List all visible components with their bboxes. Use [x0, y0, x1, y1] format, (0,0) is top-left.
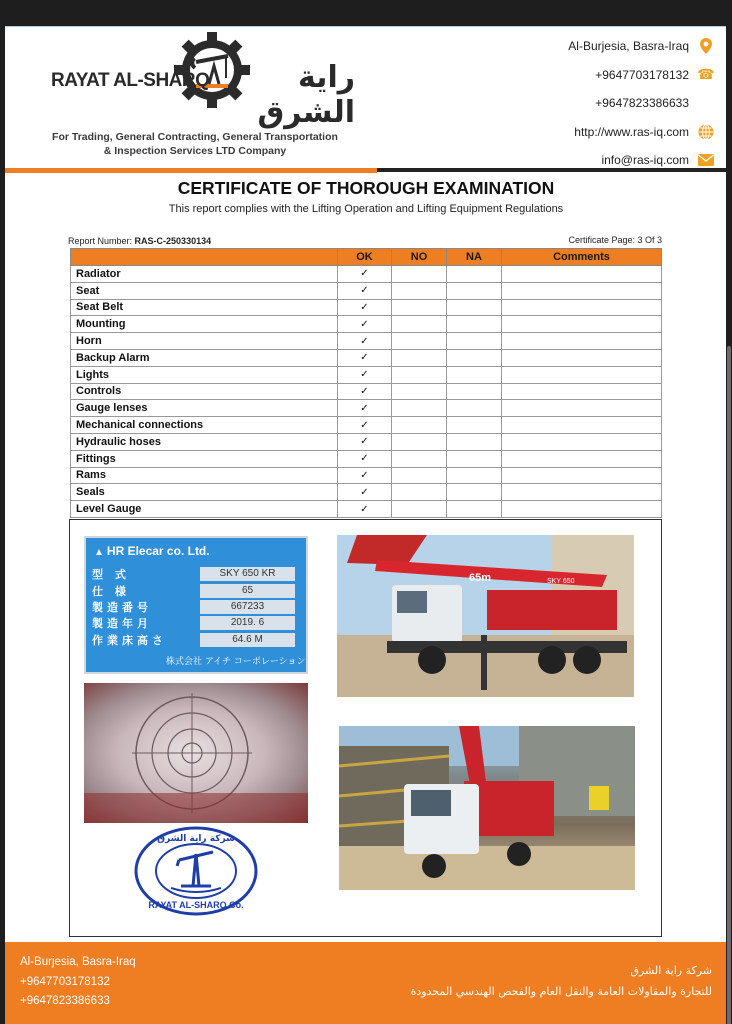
nameplate-value: 65	[200, 584, 295, 598]
certificate-page-number: Certificate Page: 3 Of 3	[568, 235, 662, 245]
header-rule-orange	[5, 168, 377, 173]
nameplate-row	[92, 632, 302, 648]
nameplate-row	[92, 615, 302, 631]
report-number-label: Report Number:	[68, 236, 133, 246]
comments-cell	[502, 333, 662, 350]
ok-cell: ✓	[338, 484, 392, 501]
checklist-item-label: Seat	[71, 282, 338, 299]
checklist-item-label: Fittings	[71, 450, 338, 467]
boom-label: 65m	[469, 572, 492, 584]
table-row	[71, 467, 662, 484]
boom-truck-photo-1	[337, 535, 634, 697]
logo-text-english: RAYAT AL-SHARQ	[51, 70, 210, 91]
no-cell	[392, 299, 447, 316]
no-cell	[392, 349, 447, 366]
table-row	[71, 316, 662, 333]
address-text: Al-Burjesia, Basra-Iraq	[568, 39, 689, 54]
no-cell	[392, 383, 447, 400]
table-row	[71, 349, 662, 366]
table-header-row	[71, 249, 662, 266]
footer-services-ar: للتجارة والمقاولات العامة والنقل العام والفحص الهندسي المحدودة	[410, 985, 712, 998]
ok-cell: ✓	[338, 501, 392, 518]
no-cell	[392, 266, 447, 283]
na-cell	[447, 333, 502, 350]
contact-website[interactable]	[474, 118, 714, 147]
checklist-item-label: Backup Alarm	[71, 349, 338, 366]
table-row	[71, 400, 662, 417]
col-header-ok: OK	[338, 249, 392, 266]
na-cell	[447, 282, 502, 299]
nameplate-value: SKY 650 KR	[200, 567, 295, 581]
table-row	[71, 501, 662, 518]
document-subtitle: This report complies with the Lifting Operation and Lifting Equipment Regulations	[168, 203, 564, 215]
comments-cell	[502, 484, 662, 501]
na-cell	[447, 366, 502, 383]
footer-company-name-ar: شركة راية الشرق	[630, 964, 712, 977]
viewer-top-bar	[0, 0, 732, 26]
checklist-item-label: Mechanical connections	[71, 417, 338, 434]
contact-phone-1[interactable]	[474, 61, 714, 90]
comments-cell	[502, 316, 662, 333]
email-link[interactable]: info@ras-iq.com	[601, 153, 689, 168]
comments-cell	[502, 400, 662, 417]
table-row	[71, 383, 662, 400]
no-cell	[392, 417, 447, 434]
company-stamp	[133, 826, 259, 916]
contact-info	[474, 32, 714, 175]
comments-cell	[502, 450, 662, 467]
viewer-scrollbar-track[interactable]	[726, 26, 732, 1024]
na-cell	[447, 400, 502, 417]
comments-cell	[502, 299, 662, 316]
no-cell	[392, 467, 447, 484]
phone-icon: ☎	[697, 66, 715, 83]
comments-cell	[502, 282, 662, 299]
footer-company-arabic	[372, 960, 712, 1002]
checklist-item-label: Seals	[71, 484, 338, 501]
table-row	[71, 433, 662, 450]
stamp-bottom-text: RAYAT AL-SHARQ Co.	[148, 900, 244, 910]
comments-cell	[502, 349, 662, 366]
ok-cell: ✓	[338, 433, 392, 450]
nameplate-row	[92, 582, 302, 598]
table-row	[71, 266, 662, 283]
comments-cell	[502, 433, 662, 450]
comments-cell	[502, 383, 662, 400]
ok-cell: ✓	[338, 467, 392, 484]
report-number-value: RAS-C-250330134	[134, 236, 212, 246]
inspection-checklist	[70, 248, 662, 518]
viewer-left-frame	[0, 26, 5, 1024]
envelope-icon	[698, 152, 714, 168]
na-cell	[447, 299, 502, 316]
ok-cell: ✓	[338, 349, 392, 366]
no-cell	[392, 333, 447, 350]
nameplate-label: 作業床高さ	[92, 633, 167, 647]
na-cell	[447, 266, 502, 283]
phone-1-text[interactable]: +9647703178132	[595, 67, 689, 82]
footer-contact	[20, 953, 136, 1012]
footer-address: Al-Burjesia, Basra-Iraq	[20, 956, 136, 968]
table-row	[71, 484, 662, 501]
nameplate-label: 製造年月	[92, 617, 152, 631]
nameplate-row	[92, 566, 302, 582]
no-cell	[392, 366, 447, 383]
ok-cell: ✓	[338, 316, 392, 333]
nameplate-maker: ▲ HR Elecar co. Ltd.	[94, 544, 210, 558]
globe-icon	[698, 124, 714, 140]
checklist-item-label: Horn	[71, 333, 338, 350]
ok-cell: ✓	[338, 400, 392, 417]
company-tagline	[45, 130, 345, 158]
nameplate-footer: 株式会社 アイチ コーポレーション	[166, 657, 306, 667]
truck-badge: SKY 650	[547, 578, 575, 585]
nameplate-label: 型 式	[92, 568, 130, 582]
website-link[interactable]: http://www.ras-iq.com	[574, 124, 689, 139]
scrollbar-thumb[interactable]	[727, 346, 731, 1024]
no-cell	[392, 433, 447, 450]
no-cell	[392, 400, 447, 417]
checklist-item-label: Gauge lenses	[71, 400, 338, 417]
col-header-item	[71, 249, 338, 266]
nameplate-value: 64.6 M	[200, 633, 295, 647]
tagline-line-1: For Trading, General Contracting, General Transportation	[52, 131, 338, 143]
top-divider	[0, 26, 732, 27]
no-cell	[392, 450, 447, 467]
table-row	[71, 417, 662, 434]
table-row	[71, 299, 662, 316]
ok-cell: ✓	[338, 333, 392, 350]
ok-cell: ✓	[338, 299, 392, 316]
ok-cell: ✓	[338, 450, 392, 467]
na-cell	[447, 450, 502, 467]
contact-phone-2[interactable]	[474, 89, 714, 118]
ok-cell: ✓	[338, 417, 392, 434]
footer-phone-1[interactable]: +9647703178132	[20, 975, 110, 988]
nameplate-value: 667233	[200, 600, 295, 614]
na-cell	[447, 349, 502, 366]
comments-cell	[502, 417, 662, 434]
no-cell	[392, 484, 447, 501]
phone-icon-blank	[698, 95, 714, 111]
na-cell	[447, 467, 502, 484]
table-row	[71, 333, 662, 350]
footer-phone-2[interactable]: +9647823386633	[20, 995, 110, 1007]
col-header-na: NA	[447, 249, 502, 266]
header-rule-dark	[377, 168, 726, 172]
no-cell	[392, 282, 447, 299]
ok-cell: ✓	[338, 266, 392, 283]
checklist-item-label: Radiator	[71, 266, 338, 283]
checklist-item-label: Controls	[71, 383, 338, 400]
ok-cell: ✓	[338, 366, 392, 383]
checklist-item-label: Rams	[71, 467, 338, 484]
checklist-item-label: Level Gauge	[71, 501, 338, 518]
stamp-top-text: شركة راية الشرق	[157, 834, 235, 844]
na-cell	[447, 316, 502, 333]
checklist-item-label: Lights	[71, 366, 338, 383]
na-cell	[447, 484, 502, 501]
na-cell	[447, 383, 502, 400]
comments-cell	[502, 501, 662, 518]
company-logo	[45, 32, 355, 164]
table-row	[71, 450, 662, 467]
report-number	[68, 236, 211, 246]
comments-cell	[502, 467, 662, 484]
comments-cell	[502, 266, 662, 283]
nameplate-label: 仕 様	[92, 584, 130, 598]
na-cell	[447, 433, 502, 450]
nameplate-row	[92, 599, 302, 615]
location-pin-icon	[698, 38, 714, 54]
page-footer	[5, 942, 726, 1024]
col-header-no: NO	[392, 249, 447, 266]
equipment-nameplate-photo	[84, 536, 308, 674]
maker-logo-icon: ▲	[94, 547, 104, 558]
ok-cell: ✓	[338, 383, 392, 400]
comments-cell	[502, 366, 662, 383]
checklist-item-label: Mounting	[71, 316, 338, 333]
logo-text-arabic: راية الشرق	[257, 60, 355, 130]
col-header-comments: Comments	[502, 249, 662, 266]
na-cell	[447, 417, 502, 434]
checklist-item-label: Seat Belt	[71, 299, 338, 316]
na-cell	[447, 501, 502, 518]
no-cell	[392, 316, 447, 333]
document-title: CERTIFICATE OF THOROUGH EXAMINATION	[177, 178, 555, 198]
no-cell	[392, 501, 447, 518]
table-row	[71, 366, 662, 383]
level-gauge-photo	[84, 683, 308, 823]
phone-2-text[interactable]: +9647823386633	[595, 96, 689, 111]
table-row	[71, 282, 662, 299]
nameplate-fields	[92, 566, 302, 648]
ok-cell: ✓	[338, 282, 392, 299]
nameplate-label: 製造番号	[92, 600, 152, 614]
checklist-item-label: Hydraulic hoses	[71, 433, 338, 450]
contact-address	[474, 32, 714, 61]
boom-truck-photo-2	[339, 726, 635, 890]
nameplate-value: 2019. 6	[200, 616, 295, 630]
tagline-line-2: & Inspection Services LTD Company	[103, 145, 287, 157]
